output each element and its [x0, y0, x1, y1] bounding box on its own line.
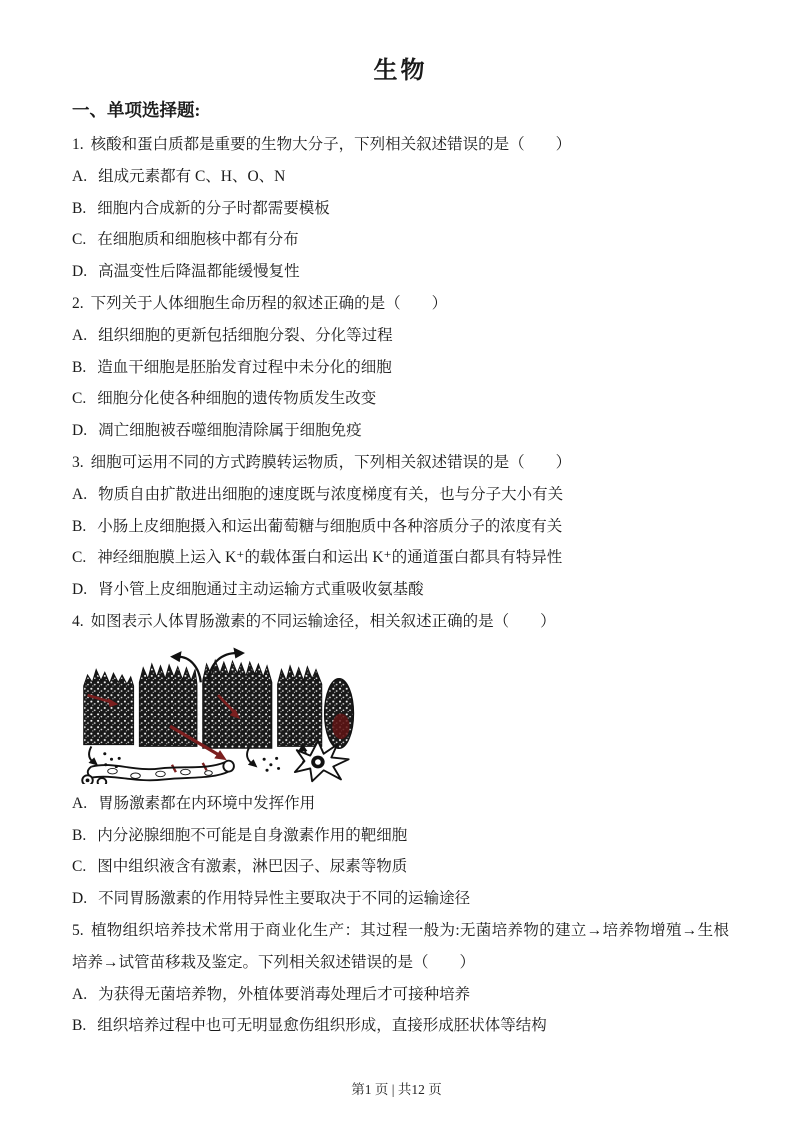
option-label: D.: [72, 581, 88, 599]
question-1: [72, 129, 729, 288]
option-text: 胃肠激素都在内环境中发挥作用: [98, 794, 316, 812]
option-row: [72, 415, 729, 447]
option-row: [72, 224, 729, 256]
question-text: 如图表示人体胃肠激素的不同运输途径，相关叙述正确的是（ ）: [90, 612, 556, 630]
option-row: [72, 883, 729, 915]
option-text: 高温变性后降温都能缓慢复性: [98, 263, 300, 281]
option-label: A.: [72, 485, 88, 503]
option-row: [72, 320, 729, 352]
option-text: 在细胞质和细胞核中都有分布: [97, 231, 299, 249]
epithelial-cells: [84, 660, 354, 748]
page-title: 生物: [373, 58, 428, 84]
question-number: 4.: [72, 612, 84, 630]
option-label: A.: [72, 985, 88, 1003]
question-3: [72, 447, 729, 606]
question-stem: [72, 606, 729, 638]
option-text: 不同胃肠激素的作用特异性主要取决于不同的运输途径: [98, 890, 471, 908]
option-row: [72, 161, 729, 193]
option-label: D.: [72, 890, 88, 908]
question-stem: [72, 129, 729, 161]
option-label: C.: [72, 858, 87, 876]
option-label: B.: [72, 826, 87, 844]
question-number: 2.: [72, 294, 84, 312]
question-number: 1.: [72, 136, 84, 153]
arrowhead-left: [170, 651, 182, 662]
question-number: 5.: [72, 921, 84, 939]
option-row: [72, 383, 729, 415]
option-label: B.: [72, 358, 87, 376]
question-number: 3.: [72, 453, 84, 471]
option-row: [72, 820, 729, 852]
option-row: [72, 1010, 729, 1042]
option-row: [72, 479, 729, 511]
page-footer: 第1 页 | 共12 页: [351, 1082, 442, 1097]
arrowhead-right: [233, 647, 245, 658]
option-text: 物质自由扩散进出细胞的速度既与浓度梯度有关，也与分子大小有关: [98, 485, 564, 503]
option-text: 小肠上皮细胞摄入和运出葡萄糖与细胞质中各种溶质分子的浓度有关: [97, 517, 563, 535]
capillary-vessel: [88, 760, 234, 780]
option-text: 造血干细胞是胚胎发育过程中未分化的细胞: [97, 358, 392, 376]
option-text: 细胞分化使各种细胞的遗传物质发生改变: [97, 390, 377, 408]
question-stem: [72, 288, 729, 320]
question-text: 细胞可运用不同的方式跨膜转运物质，下列相关叙述错误的是（ ）: [90, 453, 572, 471]
tissue-fluid-arrows: [89, 746, 306, 764]
figure-illustration: [76, 642, 364, 784]
option-row: [72, 574, 729, 606]
option-row: [72, 542, 729, 574]
option-label: B.: [72, 199, 87, 217]
option-label: D.: [72, 422, 88, 440]
option-label: A.: [72, 794, 88, 812]
section-heading: 一、单项选择题:: [72, 100, 201, 120]
option-text: 组成元素都有 C、H、O、N: [98, 167, 286, 185]
option-label: A.: [72, 326, 88, 344]
option-label: B.: [72, 1017, 87, 1035]
option-row: [72, 511, 729, 543]
option-label: B.: [72, 517, 87, 535]
question-text: 植物组织培养技术常用于商业化生产：其过程一般为:无菌培养物的建立→培养物增殖→生根培养→试管苗移栽及鉴定。下列相关叙述错误的是（ ）: [72, 921, 729, 971]
question-text: 核酸和蛋白质都是重要的生物大分子，下列相关叙述错误的是（ ）: [90, 136, 572, 153]
option-text: 图中组织液含有激素，淋巴因子、尿素等物质: [97, 858, 408, 876]
q4-hormone-transport-figure: [76, 642, 364, 784]
option-row: [72, 851, 729, 883]
option-text: 神经细胞膜上运入 K⁺的载体蛋白和运出 K⁺的通道蛋白都具有特异性: [97, 549, 563, 567]
question-text: 下列关于人体细胞生命历程的叙述正确的是（ ）: [90, 294, 448, 312]
question-stem: [72, 915, 729, 979]
option-row: [72, 256, 729, 288]
question-5: [72, 915, 729, 1042]
option-text: 为获得无菌培养物，外植体要消毒处理后才可接种培养: [98, 985, 471, 1003]
question-stem: [72, 447, 729, 479]
option-text: 组织细胞的更新包括细胞分裂、分化等过程: [98, 326, 393, 344]
option-text: 肾小管上皮细胞通过主动运输方式重吸收氨基酸: [98, 581, 424, 599]
option-row: [72, 979, 729, 1011]
option-label: C.: [72, 231, 87, 249]
question-4: [72, 606, 729, 915]
option-text: 细胞内合成新的分子时都需要模板: [97, 199, 330, 217]
question-2: [72, 288, 729, 447]
option-row: [72, 788, 729, 820]
option-row: [72, 352, 729, 384]
option-label: C.: [72, 390, 87, 408]
endocrine-cell: [332, 713, 349, 739]
option-label: A.: [72, 167, 88, 185]
option-row: [72, 193, 729, 225]
option-text: 内分泌腺细胞不可能是自身激素作用的靶细胞: [97, 826, 408, 844]
option-text: 凋亡细胞被吞噬细胞清除属于细胞免疫: [98, 422, 362, 440]
option-label: C.: [72, 549, 87, 567]
option-text: 组织培养过程中也可无明显愈伤组织形成，直接形成胚状体等结构: [97, 1017, 547, 1035]
option-label: D.: [72, 263, 88, 281]
